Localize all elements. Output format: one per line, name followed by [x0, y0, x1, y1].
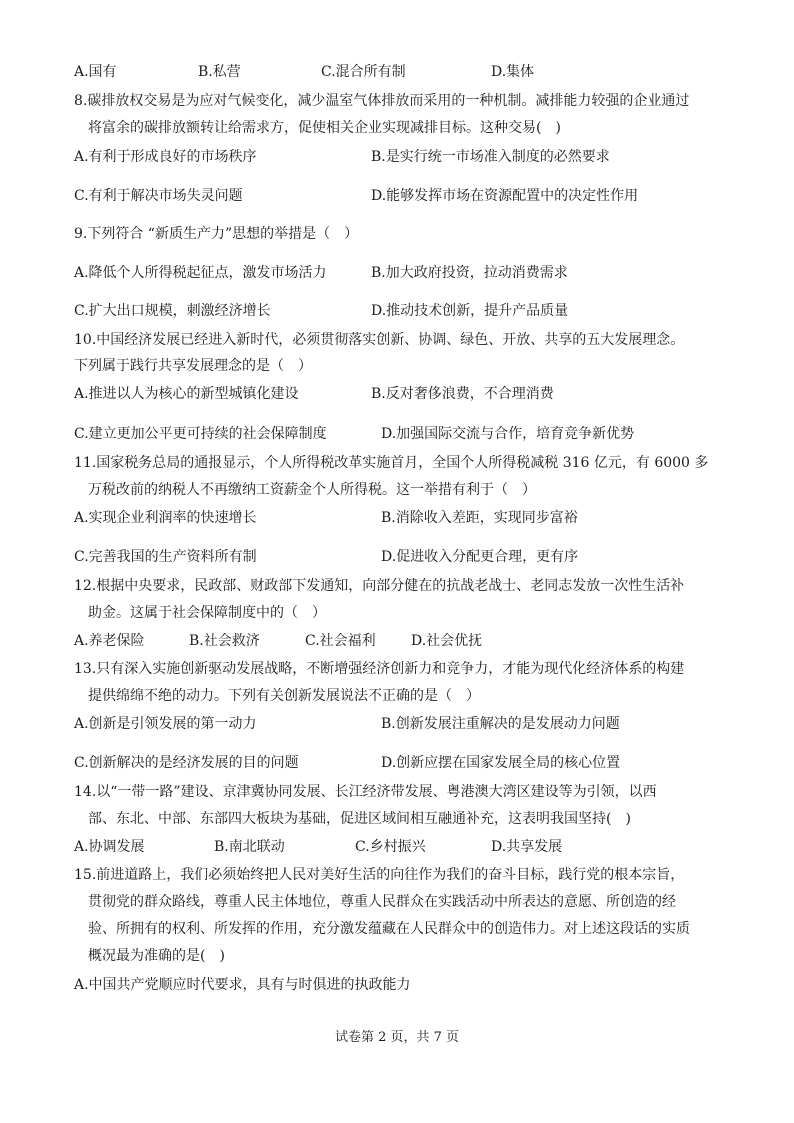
- q11-option-d: D.促进收入分配更合理，更有序: [381, 549, 579, 565]
- q14-stem-line-2: 部、东北、中部、东部四大板块为基础，促进区域间相互融通补充，这表明我国坚持( ): [88, 811, 631, 827]
- q13-option-a: A.创新是引领发展的第一动力: [74, 716, 257, 732]
- q11-stem-line-1: 11.国家税务总局的通报显示，个人所得税改革实施首月，全国个人所得税减税 316 亿元，有 6000 多: [74, 455, 709, 471]
- q12-option-b: B.社会救济: [189, 633, 260, 649]
- q8-option-d: D.能够发挥市场在资源配置中的决定性作用: [371, 188, 639, 204]
- q10-option-b: B.反对奢侈浪费，不合理消费: [371, 386, 554, 402]
- q13-option-d: D.创新应摆在国家发展全局的核心位置: [381, 755, 621, 771]
- q14-stem-line-1: 14.以“一带一路”建设、京津冀协同发展、长江经济带发展、粤港澳大湾区建设等为引领，以西: [74, 784, 657, 800]
- q9-option-c: C.扩大出口规模，刺激经济增长: [74, 303, 271, 319]
- q9-option-a: A.降低个人所得税起征点，激发市场活力: [74, 265, 327, 281]
- q10-stem-line-2: 下列属于践行共享发展理念的是（ ）: [74, 358, 312, 374]
- q12-option-d: D.社会优抚: [411, 633, 483, 649]
- q10-stem-line-1: 10.中国经济发展已经进入新时代，必须贯彻落实创新、协调、绿色、开放、共享的五大发展理念。: [74, 332, 685, 348]
- q13-stem-line-1: 13.只有深入实施创新驱动发展战略，不断增强经济创新力和竞争力，才能为现代化经济体系的构建: [74, 661, 685, 677]
- q14-option-d: D.共享发展: [491, 839, 563, 855]
- q8-stem-line-2: 将富余的碳排放额转让给需求方，促使相关企业实现减排目标。这种交易( ): [88, 120, 561, 136]
- q13-option-c: C.创新解决的是经济发展的目的问题: [74, 755, 299, 771]
- q7-option-b: B.私营: [198, 64, 241, 80]
- q13-stem-line-2: 提供绵绵不绝的动力。下列有关创新发展说法不正确的是（ ）: [88, 688, 480, 704]
- q15-stem-line-3: 验、所拥有的权利、所发挥的作用，充分激发蕴藏在人民群众中的创造伟力。对上述这段话的实质: [88, 921, 690, 937]
- q10-option-a: A.推进以人为核心的新型城镇化建设: [74, 386, 299, 402]
- q15-stem-line-1: 15.前进道路上，我们必须始终把人民对美好生活的向往作为我们的奋斗目标，践行党的根本宗旨，: [74, 867, 685, 883]
- q12-stem-line-1: 12.根据中央要求，民政部、财政部下发通知，向部分健在的抗战老战士、老同志发放一次性生活补: [74, 578, 685, 594]
- q11-stem-line-2: 万税改前的纳税人不再缴纳工资薪金个人所得税。这一举措有利于（ ）: [88, 482, 536, 498]
- q12-stem-line-2: 助金。这属于社会保障制度中的（ ）: [88, 605, 326, 621]
- q9-stem: 9.下列符合 “新质生产力”思想的举措是（ ）: [74, 226, 359, 242]
- q10-option-d: D.加强国际交流与合作，培育竞争新优势: [381, 426, 635, 442]
- q11-option-c: C.完善我国的生产资料所有制: [74, 549, 257, 565]
- q14-option-a: A.协调发展: [74, 839, 145, 855]
- q9-option-b: B.加大政府投资，拉动消费需求: [371, 265, 568, 281]
- q12-option-c: C.社会福利: [305, 633, 376, 649]
- q14-option-b: B.南北联动: [214, 839, 285, 855]
- q11-option-b: B.消除收入差距，实现同步富裕: [381, 510, 578, 526]
- q7-option-d: D.集体: [491, 64, 535, 80]
- page-footer: 试卷第 2 页，共 7 页: [334, 1030, 460, 1045]
- q9-option-d: D.推动技术创新，提升产品质量: [371, 303, 569, 319]
- q10-option-c: C.建立更加公平更可持续的社会保障制度: [74, 426, 327, 442]
- q8-option-c: C.有利于解决市场失灵问题: [74, 188, 243, 204]
- q11-option-a: A.实现企业利润率的快速增长: [74, 510, 257, 526]
- q7-option-c: C.混合所有制: [321, 64, 406, 80]
- q15-stem-line-4: 概况最为准确的是( ): [88, 948, 225, 964]
- q15-option-a: A.中国共产党顺应时代要求，具有与时俱进的执政能力: [74, 977, 411, 993]
- q8-option-a: A.有利于形成良好的市场秩序: [74, 149, 257, 165]
- q13-option-b: B.创新发展注重解决的是发展动力问题: [381, 716, 620, 732]
- q7-option-a: A.国有: [74, 64, 117, 80]
- q12-option-a: A.养老保险: [74, 633, 145, 649]
- q14-option-c: C.乡村振兴: [355, 839, 426, 855]
- q8-option-b: B.是实行统一市场准入制度的必然要求: [371, 149, 610, 165]
- q15-stem-line-2: 贯彻党的群众路线，尊重人民主体地位，尊重人民群众在实践活动中所表达的意愿、所创造的经: [88, 894, 676, 910]
- q8-stem-line-1: 8.碳排放权交易是为应对气候变化，减少温室气体排放而采用的一种机制。减排能力较强的企业通过: [74, 93, 690, 109]
